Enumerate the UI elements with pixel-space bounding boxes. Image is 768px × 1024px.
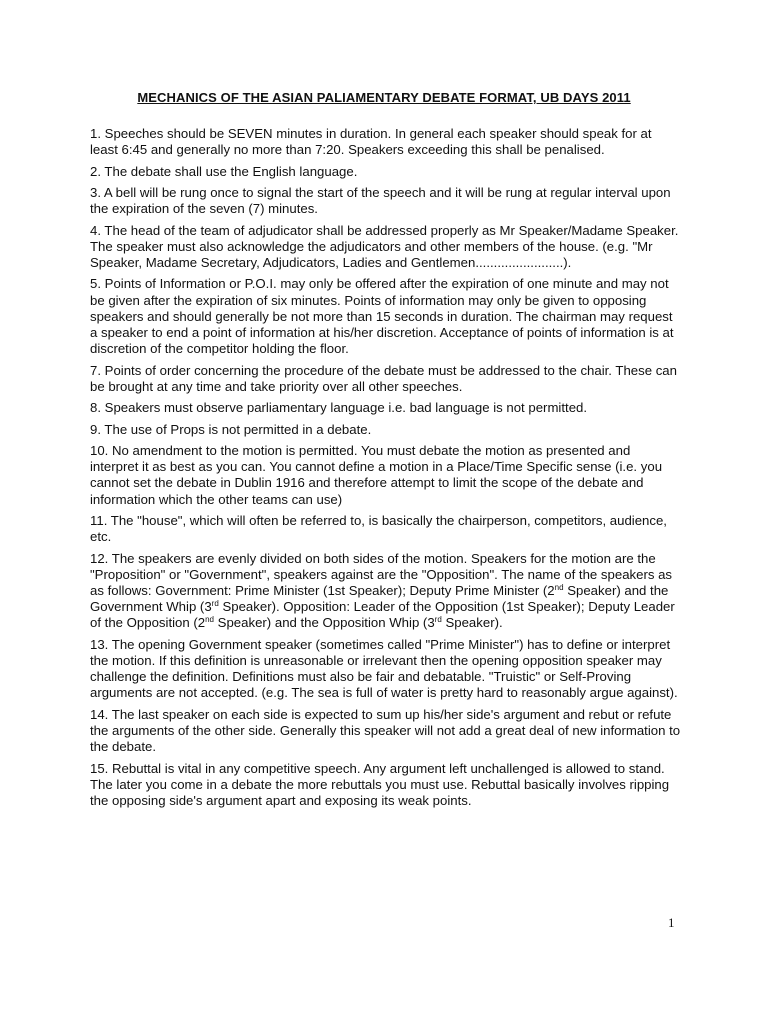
ordinal-suffix: rd <box>211 599 219 609</box>
rule-text: Speaker) and the Opposition Whip (3 <box>214 615 435 631</box>
rule-paragraph: 1. Speeches should be SEVEN minutes in duration. In general each speaker should speak for at least 6:45 and generally no more than 7:20. Speakers exceeding this shall be penalised. <box>90 126 652 158</box>
rule-paragraph: 7. Points of order concerning the procedure of the debate must be addressed to the chair. These can be brought at any time and take priority over all other speeches. <box>90 362 677 394</box>
document-title: MECHANICS OF THE ASIAN PALIAMENTARY DEBATE FORMAT, UB DAYS 2011 <box>137 90 631 105</box>
rule-paragraph: 10. No amendment to the motion is permitted. You must debate the motion as presented and interpret it as best as you can. You cannot define a motion in a Place/Time Specific sense (i.e. you cannot set the debate in Dublin 1916 and therefore attempt to limit the scope of the debate and information which the other teams can use) <box>90 442 663 507</box>
ordinal-suffix: nd <box>205 615 215 625</box>
document-body <box>90 126 682 814</box>
rule-paragraph: 3. A bell will be rung once to signal the start of the speech and it will be rung at regular interval upon the expiration of the seven (7) minutes. <box>90 184 671 217</box>
rule-paragraph-speakers <box>90 551 682 632</box>
rule-text: 12. The speakers are evenly divided on both sides of the motion. Speakers for the motion are the "Proposition" or "Government", speakers against are the "Opposition". The name of the speakers as as follows: Government: Prime Minister (1st Speaker); Deputy Prime Minister (2 <box>90 550 673 598</box>
rule-paragraph: 15. Rebuttal is vital in any competitive speech. Any argument left unchallenged is allowed to stand. The later you come in a debate the more rebuttals you must use. Rebuttal basically involves ripping the opposing side's argument apart and exposing its weak points. <box>90 760 670 808</box>
rule-text: Speaker) and the Government Whip (3 <box>90 582 669 615</box>
rule-paragraph: 8. Speakers must observe parliamentary language i.e. bad language is not permitted. <box>90 400 588 416</box>
rule-paragraph: 2. The debate shall use the English language. <box>90 163 358 179</box>
rule-paragraph: 5. Points of Information or P.O.I. may only be offered after the expiration of one minute and may not be given after the expiration of six minutes. Points of information may only be given to opposing speakers and should generally be not more than 15 seconds in duration. The chairman may request a speaker to end a point of information at his/her discretion. Acceptance of points of information is at discretion of the competitor holding the floor. <box>90 276 674 357</box>
rule-paragraph: 11. The "house", which will often be referred to, is basically the chairperson, competitors, audience, etc. <box>90 512 667 545</box>
ordinal-suffix: rd <box>434 615 442 625</box>
page-number: 1 <box>668 915 675 930</box>
rule-paragraph: 4. The head of the team of adjudicator shall be addressed properly as Mr Speaker/Madame Speaker. The speaker must also acknowledge the adjudicators and other members of the house. (e.g. "Mr Speaker, Madame Secretary, Adjudicators, Ladies and Gentlemen........................). <box>90 222 679 270</box>
rule-paragraph: 14. The last speaker on each side is expected to sum up his/her side's argument and rebut or refute the arguments of the other side. Generally this speaker will not add a great deal of new information to the debate. <box>90 706 681 755</box>
ordinal-suffix: nd <box>554 582 564 592</box>
rule-text: Speaker). Opposition: Leader of the Opposition (1st Speaker); Deputy Leader of the Opposition (2 <box>90 599 675 631</box>
rule-paragraph: 13. The opening Government speaker (sometimes called "Prime Minister") has to define or interpret the motion. If this definition is unreasonable or irrelevant then the opening opposition speaker may challenge the definition. Definitions must also be fair and debatable. "Truistic" or Self-Proving arguments are not accepted. (e.g. The sea is full of water is pretty hard to reasonably argue against). <box>90 636 678 701</box>
rule-paragraph: 9. The use of Props is not permitted in a debate. <box>90 421 372 437</box>
rule-text: Speaker). <box>441 615 503 631</box>
